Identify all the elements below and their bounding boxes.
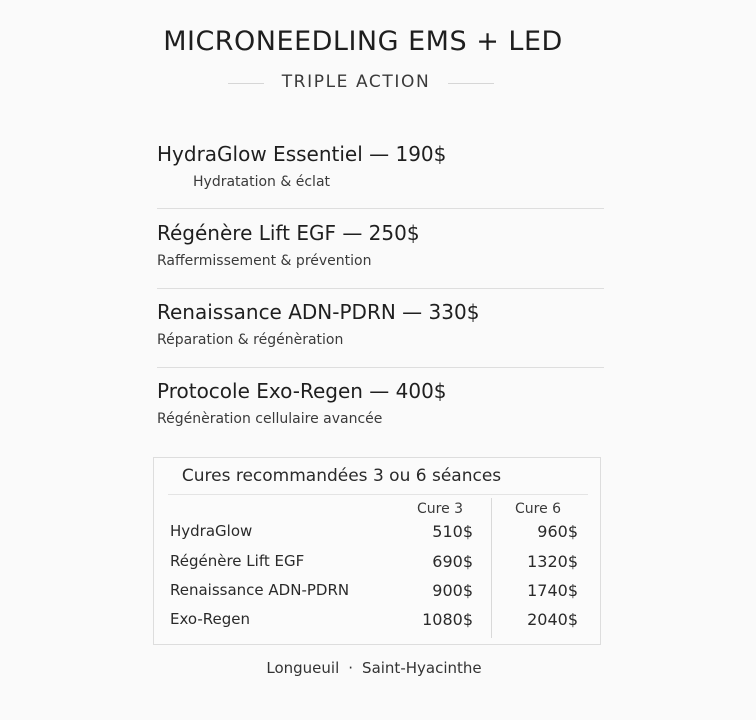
treatment-description: Raffermissement & prévention: [157, 253, 372, 269]
price-cure-3: 690$: [432, 552, 473, 571]
price-cure-6: 960$: [537, 522, 578, 541]
price-cure-6: 1740$: [527, 581, 578, 600]
cures-rule: [168, 494, 588, 495]
treatment-item-hydraglow: [157, 142, 446, 190]
price-cure-3: 510$: [432, 522, 473, 541]
treatment-item-renaissance: [157, 300, 479, 348]
table-row: [170, 552, 580, 576]
cures-table: [153, 457, 601, 645]
treatment-name: Régénère Lift EGF — 250$: [157, 221, 420, 245]
location-saint-hyacinthe: Saint-Hyacinthe: [362, 659, 482, 677]
table-row: [170, 522, 580, 546]
divider: [157, 208, 604, 209]
treatment-description: Régénèration cellulaire avancée: [157, 411, 383, 427]
column-header-cure-6: Cure 6: [515, 501, 562, 517]
treatment-name: HydraGlow Essentiel — 190$: [157, 142, 447, 166]
separator-dot: ·: [348, 659, 354, 677]
treatment-description: Réparation & régénèration: [157, 332, 344, 348]
row-name: Régénère Lift EGF: [170, 552, 305, 570]
price-cure-3: 900$: [432, 581, 473, 600]
treatment-item-regenere-lift: [157, 221, 420, 269]
cures-title: Cures recommandées 3 ou 6 séances: [181, 466, 502, 486]
row-name: HydraGlow: [170, 522, 253, 540]
row-name: Renaissance ADN-PDRN: [170, 581, 350, 599]
page-title: MICRONEEDLING EMS + LED: [163, 26, 563, 57]
page-subtitle: TRIPLE ACTION: [264, 72, 449, 92]
column-header-cure-3: Cure 3: [417, 501, 464, 517]
divider: [157, 367, 604, 368]
price-cure-6: 2040$: [527, 610, 578, 629]
price-cure-6: 1320$: [527, 552, 578, 571]
footer-locations: [0, 659, 748, 677]
divider: [157, 288, 604, 289]
treatment-name: Renaissance ADN-PDRN — 330$: [157, 300, 480, 324]
location-longueuil: Longueuil: [266, 659, 340, 677]
treatment-description: Hydratation & éclat: [193, 174, 331, 190]
table-row: [170, 610, 580, 634]
treatment-name: Protocole Exo-Regen — 400$: [157, 379, 447, 403]
row-name: Exo-Regen: [170, 610, 250, 628]
price-cure-3: 1080$: [422, 610, 473, 629]
treatment-item-exo-regen: [157, 379, 447, 427]
subtitle-row: [0, 72, 712, 92]
table-row: [170, 581, 580, 605]
